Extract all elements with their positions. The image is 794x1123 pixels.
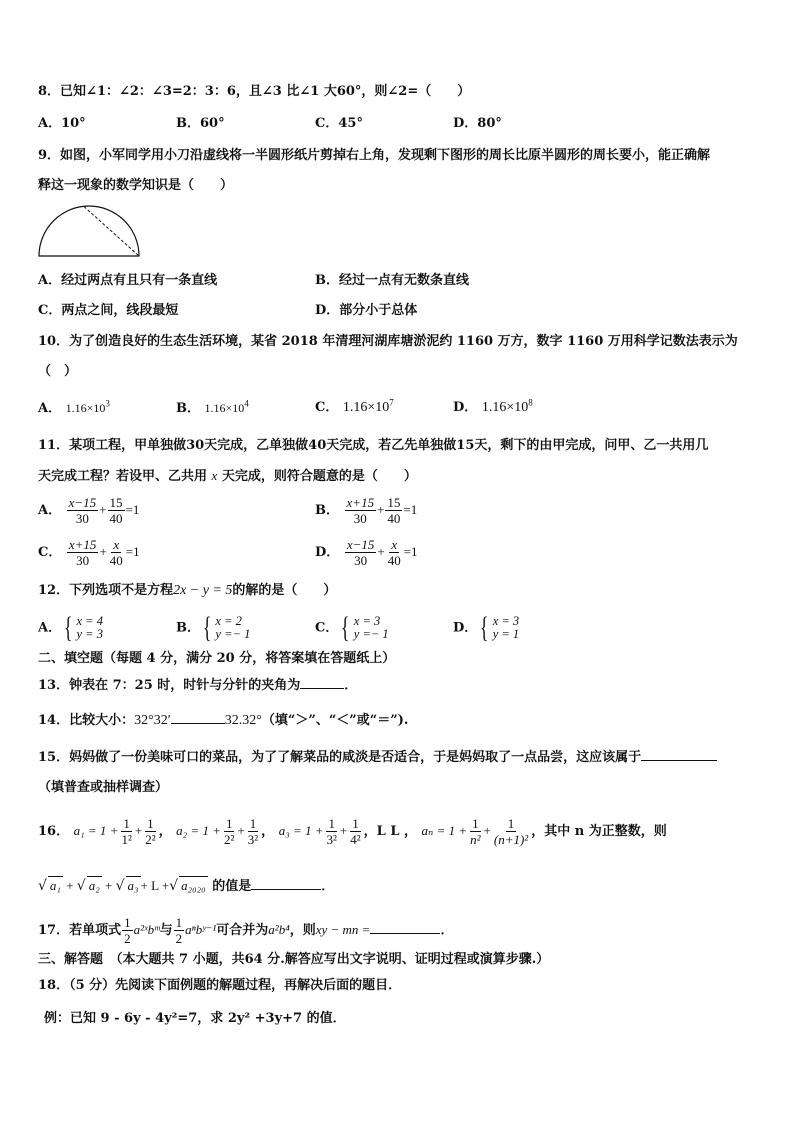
- q10-option-b: B． $1.16\times 10^4$: [176, 398, 249, 416]
- q8-option-b: B．60°: [176, 116, 225, 131]
- q12-option-d: D． { x = 3 y = 1: [453, 611, 520, 644]
- q10-option-d: D． $1.16\times 10^8$: [453, 397, 533, 415]
- q15-line1: 15．妈妈做了一份美味可口的菜品，为了了解菜品的咸淡是否适合，于是妈妈取了一点品尝，这应该属于: [38, 749, 717, 767]
- q9-option-b: B．经过一点有无数条直线: [315, 273, 469, 288]
- example-text: 例：已知 9 - 6y - 4y²=7，求 2y² +3y+7 的值．: [44, 1011, 346, 1026]
- q9-option-d: D．部分小于总体: [315, 303, 418, 318]
- q11-option-c: C． $\frac{x+15}{30}$ + $\frac{x}{40}$ =1: [38, 537, 140, 568]
- q17: 17．若单项式 $\frac{1}{2}$ a²ˣbᵐ与 $\frac{1}{2}$ aⁿbʸ⁻¹可合并为a²b⁴，则xy − mn = ．: [38, 915, 454, 946]
- q12-option-b: B． { x = 2 y =− 1: [176, 611, 251, 644]
- q9-option-a: A．经过两点有且只有一条直线: [38, 273, 218, 288]
- q8-stem: 8．已知∠1：∠2：∠3=2：3：6，且∠3 比∠1 大60°，则∠2=（ ）: [38, 84, 471, 99]
- q14: 14．比较大小：32°32′ 32.32°（填“＞”、“＜”或“＝”).: [38, 713, 409, 728]
- q9-stem-line1: 9．如图，小军同学用小刀沿虚线将一半圆形纸片剪掉右上角，发现剩下图形的周长比原半圆形的周长要小，能正确解: [38, 148, 711, 163]
- q11-stem-line1: 11．某项工程，甲单独做30天完成，乙单独做40天完成，若乙先单独做15天，剩下的由甲完成，问甲、乙一共用几: [38, 438, 709, 453]
- q9-option-c: C．两点之间，线段最短: [38, 303, 179, 318]
- q12-stem: 12．下列选项不是方程2x − y = 5的解的是（ ）: [38, 583, 337, 598]
- q10-stem-line1: 10．为了创造良好的生态生活环境，某省 2018 年清理河湖库塘淤泥约 1160 万方，数字 1160 万用科学记数法表示为: [38, 334, 738, 349]
- section2-heading: 二、填空题（每题 4 分，满分 20 分，将答案填在答题纸上）: [38, 651, 396, 666]
- q8-option-c: C．45°: [315, 116, 363, 131]
- q12-option-a: A． { x = 4 y = 3: [38, 611, 103, 644]
- q16-line1: 16． a₁ = 1 + $\frac{1}{\text{1²}}$ + $\frac{1}{\text{2²}}$ ， a₂ = 1 + $\frac{1}{\text{2²}}$ + $\frac{1}{\text{3²}}$ ， a₃ = 1 + $\frac{1}{\text{3²}}$ + $\frac{1}{\text{4²}}$ ，L L ， aₙ = 1 + $\frac{1}{\text{n²}}$ + $\frac{1}{\text{(n+1)²}}$ ，其中 n 为正整数，则: [38, 816, 667, 847]
- q10-option-a: A． $1.16\times 10^3$: [38, 398, 110, 416]
- q16-line2: √ a₁ + √ a₂ + √ a₃ + L +√ a₂₀₂₀ 的值是 ．: [38, 878, 335, 894]
- q8-option-a: A．10°: [38, 116, 86, 131]
- semicircle-figure: [36, 203, 142, 259]
- q8-option-d: D．80°: [453, 116, 502, 131]
- q10-option-c: C． $1.16\times 10^7$: [315, 397, 394, 415]
- q11-option-a: A． $\frac{x-15}{30}$ + $\frac{15}{40}$ =1: [38, 495, 140, 526]
- q10-stem-line2: （ ）: [38, 364, 78, 379]
- q18-stem: 18．（5 分）先阅读下面例题的解题过程，再解决后面的题目．: [38, 978, 402, 993]
- q13: 13．钟表在 7：25 时，时针与分针的夹角为 ．: [38, 678, 358, 693]
- q11-option-d: D． $\frac{x-15}{30}$ + $\frac{x}{40}$ =1: [315, 537, 418, 568]
- q11-option-b: B． $\frac{x+15}{30}$ + $\frac{15}{40}$ =1: [315, 495, 418, 526]
- q11-stem-line2: 天完成工程？若设甲、乙共用 x 天完成，则符合题意的是（ ）: [38, 468, 417, 484]
- q9-stem-line2: 释这一现象的数学知识是（ ）: [38, 178, 234, 193]
- section3-heading: 三、解答题 （本大题共 7 小题，共64 分.解答应写出文字说明、证明过程或演算步骤.）: [38, 952, 550, 967]
- q15-line2: （填普查或抽样调查）: [38, 780, 169, 795]
- q12-option-c: C． { x = 3 y =− 1: [315, 611, 389, 644]
